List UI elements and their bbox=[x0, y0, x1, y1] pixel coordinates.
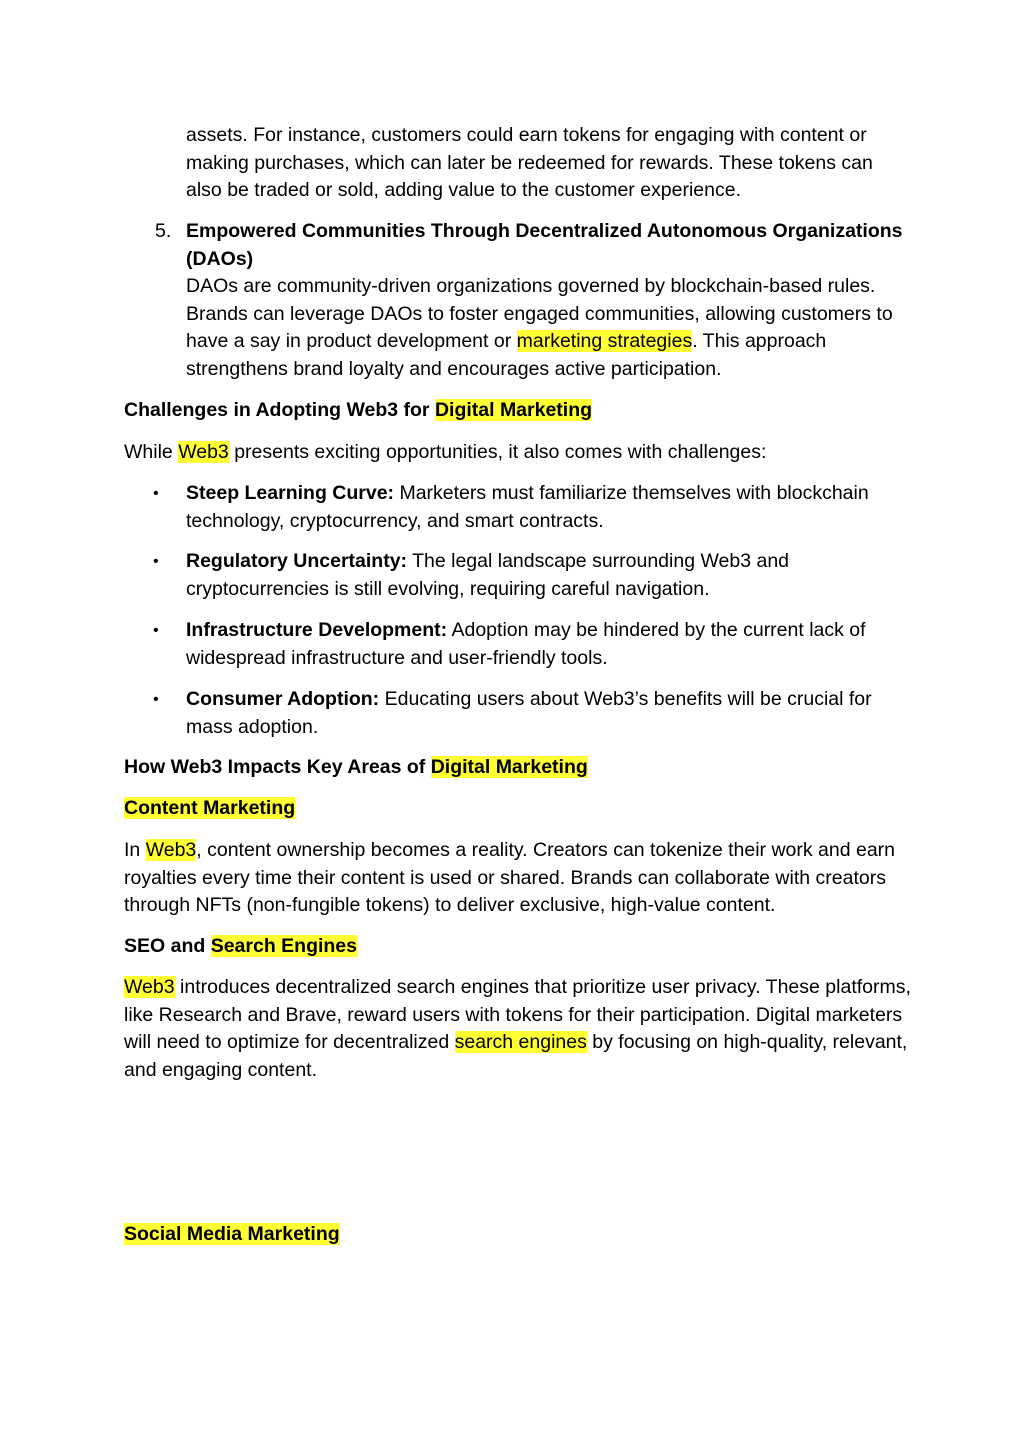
seo-heading-highlight: Search Engines bbox=[210, 935, 357, 957]
item5-paragraph bbox=[186, 218, 906, 383]
social-media-heading-text: Social Media Marketing bbox=[124, 1223, 340, 1245]
content-marketing-after: , content ownership becomes a reality. Creators can tokenize their work and earn royalties every time their content is used or shared. Brands can collaborate with creators through NFTs (non-fungible tokens) to deliver exclusive, high-value content. bbox=[124, 839, 896, 916]
impacts-heading bbox=[124, 754, 914, 782]
challenge-label: Regulatory Uncertainty: bbox=[186, 550, 408, 572]
impacts-heading-highlight: Digital Marketing bbox=[430, 756, 588, 778]
seo-heading bbox=[124, 933, 914, 961]
challenge-label: Consumer Adoption: bbox=[186, 688, 380, 710]
bullet-glyph: • bbox=[153, 485, 159, 502]
challenge-label: Infrastructure Development: bbox=[186, 619, 448, 641]
seo-body-before: introduces decentralized search engines that prioritize user privacy. These platforms, like Research and Brave, reward users with tokens for their participation. Digital marketers will need to optimize for decentralized bbox=[124, 976, 911, 1053]
bullet-glyph: • bbox=[153, 622, 159, 639]
challenge-text: Educating users about Web3’s benefits will be crucial for mass adoption. bbox=[186, 688, 872, 738]
challenge-item bbox=[186, 548, 906, 603]
content-marketing-paragraph bbox=[124, 837, 914, 920]
bullet-glyph: • bbox=[153, 691, 159, 708]
challenges-intro bbox=[124, 439, 914, 467]
seo-paragraph bbox=[124, 974, 914, 1084]
seo-lead-highlight: Web3 bbox=[124, 976, 175, 998]
seo-heading-plain: SEO and bbox=[124, 935, 211, 957]
item5-title: Empowered Communities Through Decentralized Autonomous Organizations (DAOs) bbox=[186, 220, 903, 270]
item5-number: 5. bbox=[155, 220, 172, 242]
challenge-item bbox=[186, 686, 906, 741]
challenge-text: The legal landscape surrounding Web3 and cryptocurrencies is still evolving, requiring careful navigation. bbox=[186, 550, 790, 600]
item5-body-after: . This approach strengthens brand loyalty and encourages active participation. bbox=[186, 330, 827, 380]
bullet-glyph: • bbox=[153, 553, 159, 570]
content-marketing-highlight: Web3 bbox=[145, 839, 197, 861]
content-marketing-heading-text: Content Marketing bbox=[124, 797, 296, 819]
social-media-heading bbox=[124, 1221, 914, 1249]
challenges-heading-highlight: Digital Marketing bbox=[434, 399, 593, 421]
challenge-text: Marketers must familiarize themselves with blockchain technology, cryptocurrency, and smart contracts. bbox=[186, 482, 869, 532]
impacts-heading-plain: How Web3 Impacts Key Areas of bbox=[124, 756, 431, 778]
challenge-label: Steep Learning Curve: bbox=[186, 482, 395, 504]
challenge-item bbox=[186, 480, 906, 535]
challenge-text: Adoption may be hindered by the current lack of widespread infrastructure and user-friendly tools. bbox=[186, 619, 866, 669]
challenges-intro-after: presents exciting opportunities, it also comes with challenges: bbox=[228, 441, 767, 463]
challenges-intro-highlight: Web3 bbox=[178, 441, 229, 463]
item5-body-before: DAOs are community-driven organizations governed by blockchain-based rules. Brands can leverage DAOs to foster engaged communities, allowing customers to have a say in product development or bbox=[186, 275, 893, 352]
challenges-intro-before: While bbox=[124, 441, 179, 463]
content-marketing-before: In bbox=[124, 839, 146, 861]
challenges-heading-plain: Challenges in Adopting Web3 for bbox=[124, 399, 435, 421]
content-marketing-heading bbox=[124, 795, 914, 823]
intro-continuation: assets. For instance, customers could earn tokens for engaging with content or making purchases, which can later be redeemed for rewards. These tokens can also be traded or sold, adding value to the customer experience. bbox=[186, 124, 873, 201]
challenge-item bbox=[186, 617, 906, 672]
challenges-heading bbox=[124, 397, 914, 425]
seo-body-highlight: search engines bbox=[454, 1031, 587, 1053]
item5-body-highlight: marketing strategies bbox=[516, 330, 693, 352]
seo-body-after: by focusing on high-quality, relevant, and engaging content. bbox=[124, 1031, 908, 1081]
